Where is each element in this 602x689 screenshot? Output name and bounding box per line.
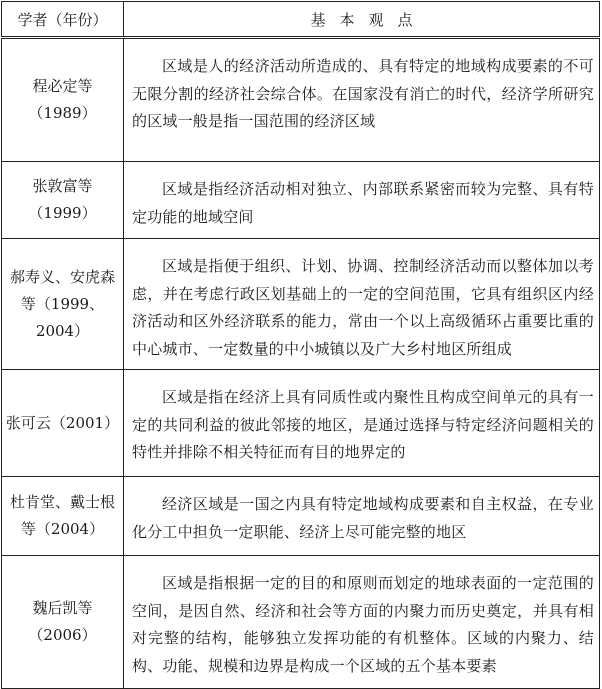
table-row [2,38,600,162]
author-cell: 杜肯堂、戴士根等（2004） [2,477,124,556]
region-definitions-table [1,1,600,689]
view-cell: 区域是指在经济上具有同质性或内聚性且构成空间单元的具有一定的共同利益的彼此邻接的地区，是通过选择与特定经济问题相关的特性并排除不相关特征而有目的地界定的 [124,370,600,477]
table-row [2,556,600,689]
author-cell: 张可云（2001） [2,370,124,477]
view-cell: 经济区域是一国之内具有特定地域构成要素和自主权益，在专业化分工中担负一定职能、经济上尽可能完整的地区 [124,477,600,556]
header-basic-view: 基本观点 [124,2,600,38]
author-cell: 魏后凯等（2006） [2,556,124,689]
view-cell: 区域是指经济活动相对独立、内部联系紧密而较为完整、具有特定功能的地域空间 [124,162,600,239]
author-cell: 张敦富等（1999） [2,162,124,239]
table-body [2,38,600,689]
table-header [2,2,600,38]
author-cell: 郝寿义、安虎森等（1999、2004） [2,239,124,370]
author-cell: 程必定等（1989） [2,38,124,162]
table-row [2,477,600,556]
table-row [2,162,600,239]
table-row [2,370,600,477]
header-row [2,2,600,38]
view-cell: 区域是指根据一定的目的和原则而划定的地球表面的一定范围的空间，是因自然、经济和社会等方面的内聚力而历史奠定，并具有相对完整的结构，能够独立发挥功能的有机整体。区域的内聚力、结构、功能、规模和边界是构成一个区域的五个基本要素 [124,556,600,689]
table-row [2,239,600,370]
view-cell: 区域是人的经济活动所造成的、具有特定的地域构成要素的不可无限分割的经济社会综合体。在国家没有消亡的时代，经济学所研究的区域一般是指一国范围的经济区域 [124,38,600,162]
view-cell: 区域是指便于组织、计划、协调、控制经济活动而以整体加以考虑，并在考虑行政区划基础上的一定的空间范围，它具有组织区内经济活动和区外经济联系的能力，常由一个以上高级循环占重要比重的中心城市、一定数量的中小城镇以及广大乡村地区所组成 [124,239,600,370]
header-author-year: 学者（年份） [2,2,124,38]
